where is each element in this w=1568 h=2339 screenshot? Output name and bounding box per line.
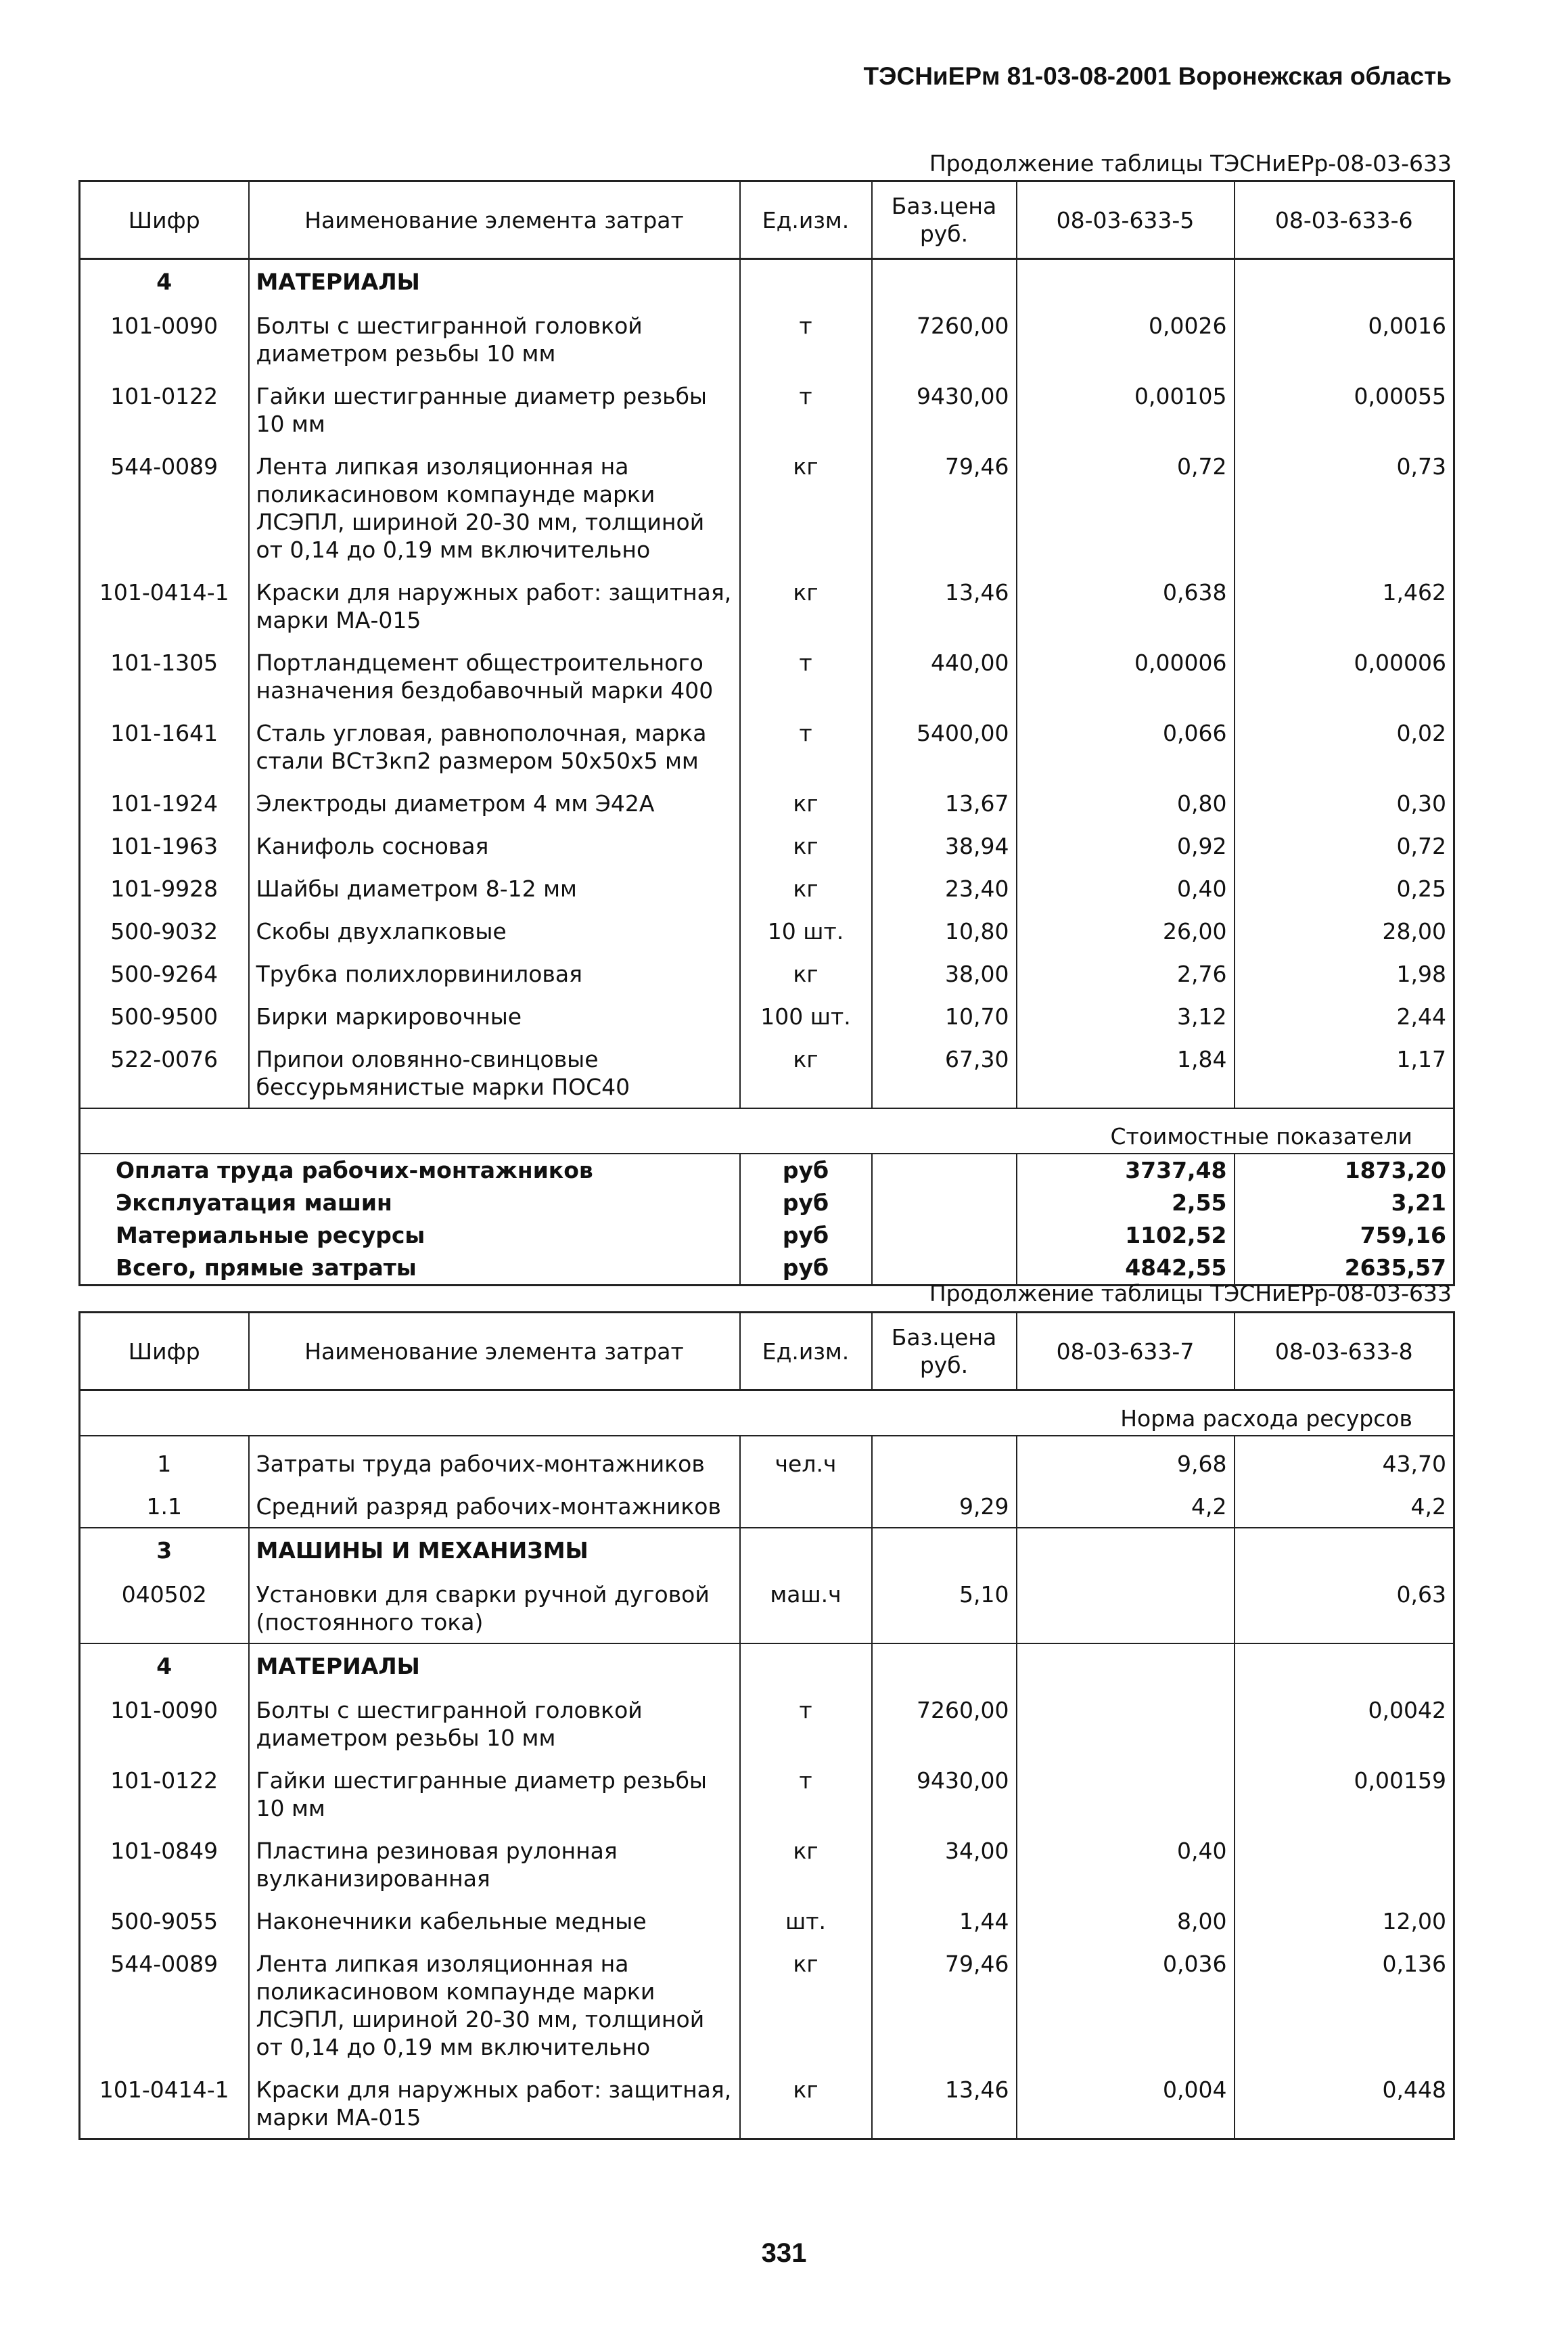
summary-label: Всего, прямые затраты	[80, 1252, 740, 1286]
table-row	[80, 904, 1454, 947]
cell-code: 500-9032	[80, 904, 249, 947]
section-title: МАТЕРИАЛЫ	[249, 259, 740, 299]
table-1-continuation-caption: Продолжение таблицы ТЭСНиЕРр-08-03-633	[929, 150, 1452, 177]
col-header-unit: Ед.изм.	[740, 181, 872, 259]
table-2-header-row	[80, 1313, 1454, 1390]
table-row	[80, 1567, 1454, 1643]
cell-value-a	[1017, 1753, 1235, 1823]
cell-code: 101-1641	[80, 706, 249, 776]
table-row	[80, 1936, 1454, 2062]
cell-price: 79,46	[872, 1936, 1017, 2062]
cell-value-a: 0,638	[1017, 565, 1235, 635]
cell-name: Портландцемент общестроительного назначения бездобавочный марки 400	[249, 635, 740, 706]
cell-value-b: 12,00	[1235, 1894, 1454, 1936]
section-row-machines	[80, 1528, 1454, 1567]
cell-price: 23,40	[872, 861, 1017, 904]
cell-code: 101-0090	[80, 1683, 249, 1753]
cell-code: 101-0122	[80, 1753, 249, 1823]
summary-value-b: 2635,57	[1235, 1252, 1454, 1286]
cell-value-b: 0,63	[1235, 1567, 1454, 1643]
cell-value-b: 0,0016	[1235, 298, 1454, 369]
col-header-b: 08-03-633-6	[1235, 181, 1454, 259]
cell-name: Гайки шестигранные диаметр резьбы 10 мм	[249, 1753, 740, 1823]
empty-cell	[740, 1528, 872, 1567]
norm-caption: Норма расхода ресурсов	[80, 1390, 1454, 1436]
summary-row	[80, 1154, 1454, 1187]
cell-unit: кг	[740, 439, 872, 565]
cell-price: 10,80	[872, 904, 1017, 947]
cell-value-b: 0,136	[1235, 1936, 1454, 2062]
summary-unit: руб	[740, 1252, 872, 1286]
cell-value-a: 4,2	[1017, 1479, 1235, 1528]
col-header-unit: Ед.изм.	[740, 1313, 872, 1390]
table-row	[80, 947, 1454, 989]
col-header-a: 08-03-633-7	[1017, 1313, 1235, 1390]
cell-name: Бирки маркировочные	[249, 989, 740, 1032]
cell-name: Болты с шестигранной головкой диаметром резьбы 10 мм	[249, 1683, 740, 1753]
summary-label: Материальные ресурсы	[80, 1219, 740, 1252]
cell-name: Пластина резиновая рулонная вулканизированная	[249, 1823, 740, 1894]
section-title: МАТЕРИАЛЫ	[249, 1643, 740, 1683]
table-row	[80, 2062, 1454, 2139]
table-row	[80, 565, 1454, 635]
col-header-price: Баз.цена руб.	[872, 181, 1017, 259]
cell-unit: т	[740, 635, 872, 706]
cell-value-b	[1235, 1823, 1454, 1894]
cell-unit: кг	[740, 565, 872, 635]
cell-unit: чел.ч	[740, 1436, 872, 1479]
cell-name: Электроды диаметром 4 мм Э42А	[249, 776, 740, 819]
summary-value-b: 3,21	[1235, 1187, 1454, 1219]
cell-name: Средний разряд рабочих-монтажников	[249, 1479, 740, 1528]
section-row-materials	[80, 259, 1454, 299]
empty-cell	[1017, 1528, 1235, 1567]
section-title: МАШИНЫ И МЕХАНИЗМЫ	[249, 1528, 740, 1567]
col-header-name: Наименование элемента затрат	[249, 1313, 740, 1390]
empty-cell	[872, 1528, 1017, 1567]
cell-code: 040502	[80, 1567, 249, 1643]
table-row	[80, 1436, 1454, 1479]
cell-unit: т	[740, 1683, 872, 1753]
summary-row	[80, 1219, 1454, 1252]
cell-unit: кг	[740, 947, 872, 989]
summary-value-a: 3737,48	[1017, 1154, 1235, 1187]
cell-price: 13,46	[872, 2062, 1017, 2139]
cell-unit: кг	[740, 1032, 872, 1108]
cell-code: 101-0122	[80, 369, 249, 439]
cell-code: 101-1305	[80, 635, 249, 706]
table-row	[80, 1683, 1454, 1753]
cell-value-a: 0,00006	[1017, 635, 1235, 706]
empty-cell	[1017, 1643, 1235, 1683]
cell-name: Краски для наружных работ: защитная, марки МА-015	[249, 565, 740, 635]
cell-value-a	[1017, 1567, 1235, 1643]
cell-value-b: 0,0042	[1235, 1683, 1454, 1753]
table-row	[80, 1823, 1454, 1894]
table-row	[80, 706, 1454, 776]
table-row	[80, 439, 1454, 565]
cell-value-a: 26,00	[1017, 904, 1235, 947]
cell-price: 9430,00	[872, 1753, 1017, 1823]
cell-code: 101-9928	[80, 861, 249, 904]
cell-name: Сталь угловая, равнополочная, марка стали ВСт3кп2 размером 50х50х5 мм	[249, 706, 740, 776]
summary-unit: руб	[740, 1187, 872, 1219]
cell-value-b: 0,448	[1235, 2062, 1454, 2139]
cell-unit: т	[740, 1753, 872, 1823]
table-row	[80, 819, 1454, 861]
summary-value-b: 1873,20	[1235, 1154, 1454, 1187]
cell-code: 500-9500	[80, 989, 249, 1032]
table-row	[80, 1753, 1454, 1823]
cell-value-a: 0,036	[1017, 1936, 1235, 2062]
cell-name: Наконечники кабельные медные	[249, 1894, 740, 1936]
cell-price: 9,29	[872, 1479, 1017, 1528]
cell-unit: кг	[740, 1823, 872, 1894]
cost-caption-row	[80, 1108, 1454, 1154]
cell-price: 440,00	[872, 635, 1017, 706]
cell-name: Лента липкая изоляционная на поликасиновом компаунде марки ЛСЭПЛ, шириной 20-30 мм, толщиной от 0,14 до 0,19 мм включительно	[249, 1936, 740, 2062]
cell-price: 10,70	[872, 989, 1017, 1032]
table-row	[80, 635, 1454, 706]
cell-value-a	[1017, 1683, 1235, 1753]
cell-value-a: 2,76	[1017, 947, 1235, 989]
summary-unit: руб	[740, 1154, 872, 1187]
cell-price: 7260,00	[872, 298, 1017, 369]
cell-price: 13,67	[872, 776, 1017, 819]
table-row	[80, 369, 1454, 439]
cell-code: 101-1963	[80, 819, 249, 861]
cell-value-b: 4,2	[1235, 1479, 1454, 1528]
col-header-code: Шифр	[80, 181, 249, 259]
summary-label: Оплата труда рабочих-монтажников	[80, 1154, 740, 1187]
summary-value-a: 2,55	[1017, 1187, 1235, 1219]
cell-value-b: 0,00159	[1235, 1753, 1454, 1823]
summary-label: Эксплуатация машин	[80, 1187, 740, 1219]
empty-cell	[872, 1219, 1017, 1252]
cell-value-a: 0,92	[1017, 819, 1235, 861]
col-header-b: 08-03-633-8	[1235, 1313, 1454, 1390]
cell-value-b: 0,30	[1235, 776, 1454, 819]
cell-name: Трубка полихлорвиниловая	[249, 947, 740, 989]
cell-value-b: 0,25	[1235, 861, 1454, 904]
cell-code: 101-0090	[80, 298, 249, 369]
empty-cell	[872, 1643, 1017, 1683]
cell-unit: т	[740, 706, 872, 776]
cell-value-a: 0,72	[1017, 439, 1235, 565]
cell-unit: шт.	[740, 1894, 872, 1936]
cell-value-b: 0,73	[1235, 439, 1454, 565]
cell-code: 544-0089	[80, 1936, 249, 2062]
table-row	[80, 989, 1454, 1032]
section-code: 3	[80, 1528, 249, 1567]
cell-price: 34,00	[872, 1823, 1017, 1894]
resource-table-1	[78, 180, 1455, 1286]
col-header-price: Баз.цена руб.	[872, 1313, 1017, 1390]
resource-table-2	[78, 1311, 1455, 2140]
cell-name: Болты с шестигранной головкой диаметром резьбы 10 мм	[249, 298, 740, 369]
empty-cell	[1235, 1528, 1454, 1567]
col-header-name: Наименование элемента затрат	[249, 181, 740, 259]
cell-value-a: 0,40	[1017, 861, 1235, 904]
cell-price: 79,46	[872, 439, 1017, 565]
section-code: 4	[80, 259, 249, 299]
cell-code: 101-1924	[80, 776, 249, 819]
cell-value-b: 1,98	[1235, 947, 1454, 989]
cell-code: 500-9264	[80, 947, 249, 989]
cell-price: 9430,00	[872, 369, 1017, 439]
table-row	[80, 1032, 1454, 1108]
cell-value-b: 0,00006	[1235, 635, 1454, 706]
col-header-a: 08-03-633-5	[1017, 181, 1235, 259]
col-header-code: Шифр	[80, 1313, 249, 1390]
cell-code: 1.1	[80, 1479, 249, 1528]
cell-name: Краски для наружных работ: защитная, марки МА-015	[249, 2062, 740, 2139]
table-1-header-row	[80, 181, 1454, 259]
cell-name: Скобы двухлапковые	[249, 904, 740, 947]
cell-unit: 10 шт.	[740, 904, 872, 947]
cell-unit: т	[740, 298, 872, 369]
section-row-materials	[80, 1643, 1454, 1683]
cell-name: Установки для сварки ручной дуговой (постоянного тока)	[249, 1567, 740, 1643]
cell-value-a: 0,066	[1017, 706, 1235, 776]
cell-code: 1	[80, 1436, 249, 1479]
cell-name: Шайбы диаметром 8-12 мм	[249, 861, 740, 904]
cell-value-b: 0,00055	[1235, 369, 1454, 439]
cell-unit: кг	[740, 2062, 872, 2139]
cell-code: 101-0414-1	[80, 2062, 249, 2139]
cell-price: 38,00	[872, 947, 1017, 989]
cell-unit	[740, 1479, 872, 1528]
cell-value-a: 0,80	[1017, 776, 1235, 819]
cell-value-a: 0,00105	[1017, 369, 1235, 439]
cell-value-a: 9,68	[1017, 1436, 1235, 1479]
table-2-continuation-caption: Продолжение таблицы ТЭСНиЕРр-08-03-633	[929, 1280, 1452, 1307]
cell-value-b: 2,44	[1235, 989, 1454, 1032]
cell-code: 101-0414-1	[80, 565, 249, 635]
section-code: 4	[80, 1643, 249, 1683]
cell-value-b: 28,00	[1235, 904, 1454, 947]
cell-code: 500-9055	[80, 1894, 249, 1936]
table-row	[80, 1894, 1454, 1936]
cell-unit: 100 шт.	[740, 989, 872, 1032]
table-row	[80, 1479, 1454, 1528]
cell-name: Лента липкая изоляционная на поликасиновом компаунде марки ЛСЭПЛ, шириной 20-30 мм, толщиной от 0,14 до 0,19 мм включительно	[249, 439, 740, 565]
cell-name: Гайки шестигранные диаметр резьбы 10 мм	[249, 369, 740, 439]
table-row	[80, 298, 1454, 369]
summary-value-b: 759,16	[1235, 1219, 1454, 1252]
cell-name: Канифоль сосновая	[249, 819, 740, 861]
cell-value-b: 1,462	[1235, 565, 1454, 635]
summary-unit: руб	[740, 1219, 872, 1252]
cell-value-a: 1,84	[1017, 1032, 1235, 1108]
cell-unit: маш.ч	[740, 1567, 872, 1643]
table-row	[80, 861, 1454, 904]
cell-price	[872, 1436, 1017, 1479]
cell-price: 1,44	[872, 1894, 1017, 1936]
cell-price: 67,30	[872, 1032, 1017, 1108]
cell-unit: кг	[740, 776, 872, 819]
cell-value-a: 3,12	[1017, 989, 1235, 1032]
cell-price: 7260,00	[872, 1683, 1017, 1753]
cell-unit: кг	[740, 1936, 872, 2062]
norm-caption-row	[80, 1390, 1454, 1436]
cell-price: 5,10	[872, 1567, 1017, 1643]
cell-value-a: 0,004	[1017, 2062, 1235, 2139]
cell-price: 13,46	[872, 565, 1017, 635]
summary-value-a: 1102,52	[1017, 1219, 1235, 1252]
cell-value-a: 0,40	[1017, 1823, 1235, 1894]
cell-code: 544-0089	[80, 439, 249, 565]
cell-name: Припои оловянно-свинцовые бессурьмянистые марки ПОС40	[249, 1032, 740, 1108]
cell-value-b: 0,02	[1235, 706, 1454, 776]
page-number: 331	[761, 2238, 807, 2268]
empty-cell	[1235, 1643, 1454, 1683]
page-header: ТЭСНиЕРм 81-03-08-2001 Воронежская область	[863, 62, 1452, 90]
cell-unit: т	[740, 369, 872, 439]
cell-unit: кг	[740, 861, 872, 904]
cell-code: 522-0076	[80, 1032, 249, 1108]
cell-value-a: 0,0026	[1017, 298, 1235, 369]
cell-price: 38,94	[872, 819, 1017, 861]
cell-name: Затраты труда рабочих-монтажников	[249, 1436, 740, 1479]
cell-unit: кг	[740, 819, 872, 861]
table-row	[80, 776, 1454, 819]
cell-value-b: 43,70	[1235, 1436, 1454, 1479]
empty-cell	[872, 1154, 1017, 1187]
cell-code: 101-0849	[80, 1823, 249, 1894]
summary-value-a: 4842,55	[1017, 1252, 1235, 1286]
empty-cell	[872, 1187, 1017, 1219]
cell-price: 5400,00	[872, 706, 1017, 776]
cost-caption: Стоимостные показатели	[80, 1108, 1454, 1154]
empty-cell	[740, 1643, 872, 1683]
cell-value-a: 8,00	[1017, 1894, 1235, 1936]
cell-value-b: 1,17	[1235, 1032, 1454, 1108]
summary-row	[80, 1187, 1454, 1219]
cell-value-b: 0,72	[1235, 819, 1454, 861]
